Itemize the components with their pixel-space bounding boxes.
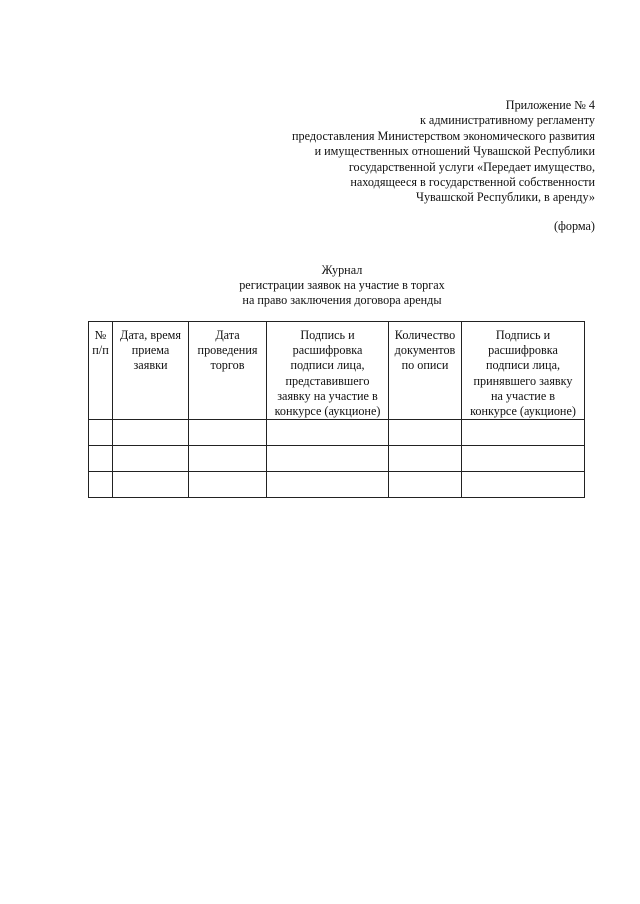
table-row <box>89 420 585 446</box>
appendix-line: и имущественных отношений Чувашской Республики <box>314 144 595 159</box>
appendix-block <box>175 98 595 206</box>
table-cell <box>267 420 389 446</box>
journal-title <box>0 263 640 309</box>
journal-title-line: на право заключения договора аренды <box>242 293 442 308</box>
table-cell <box>462 446 585 472</box>
appendix-line: предоставления Министерством экономического развития <box>292 128 595 143</box>
column-header-receiver-signature: Подпись и расшифровка подписи лица, принявшего заявку на участие в конкурсе (аукционе) <box>462 322 585 420</box>
form-label: (форма) <box>553 219 595 233</box>
table-row <box>89 472 585 498</box>
table-cell <box>462 420 585 446</box>
appendix-line: находящееся в государственной собственности <box>350 175 595 190</box>
table-header-row <box>89 322 585 420</box>
table-cell <box>462 472 585 498</box>
column-header-document-count: Количество документов по описи <box>389 322 462 420</box>
journal-title-line: регистрации заявок на участие в торгах <box>239 278 445 293</box>
column-header-number: № п/п <box>89 322 113 420</box>
table-cell <box>389 446 462 472</box>
column-header-auction-date: Дата проведения торгов <box>189 322 267 420</box>
table-cell <box>189 472 267 498</box>
table-cell <box>89 472 113 498</box>
table-cell <box>389 420 462 446</box>
table-row <box>89 446 585 472</box>
table-cell <box>89 420 113 446</box>
table-cell <box>189 446 267 472</box>
table-cell <box>113 420 189 446</box>
column-header-received-datetime: Дата, время приема заявки <box>113 322 189 420</box>
table-cell <box>113 446 189 472</box>
table-cell <box>267 446 389 472</box>
column-header-submitter-signature: Подпись и расшифровка подписи лица, представившего заявку на участие в конкурсе (аукционе) <box>267 322 389 420</box>
appendix-line: государственной услуги «Передает имущество, <box>348 159 595 174</box>
appendix-line: Чувашской Республики, в аренду» <box>416 190 595 205</box>
appendix-line: Приложение № 4 <box>505 98 595 112</box>
table-cell <box>89 446 113 472</box>
table-cell <box>113 472 189 498</box>
table-cell <box>189 420 267 446</box>
appendix-line: к административному регламенту <box>419 113 595 128</box>
table-cell <box>267 472 389 498</box>
table-cell <box>389 472 462 498</box>
journal-table <box>88 321 585 498</box>
journal-title-line: Журнал <box>321 263 363 277</box>
